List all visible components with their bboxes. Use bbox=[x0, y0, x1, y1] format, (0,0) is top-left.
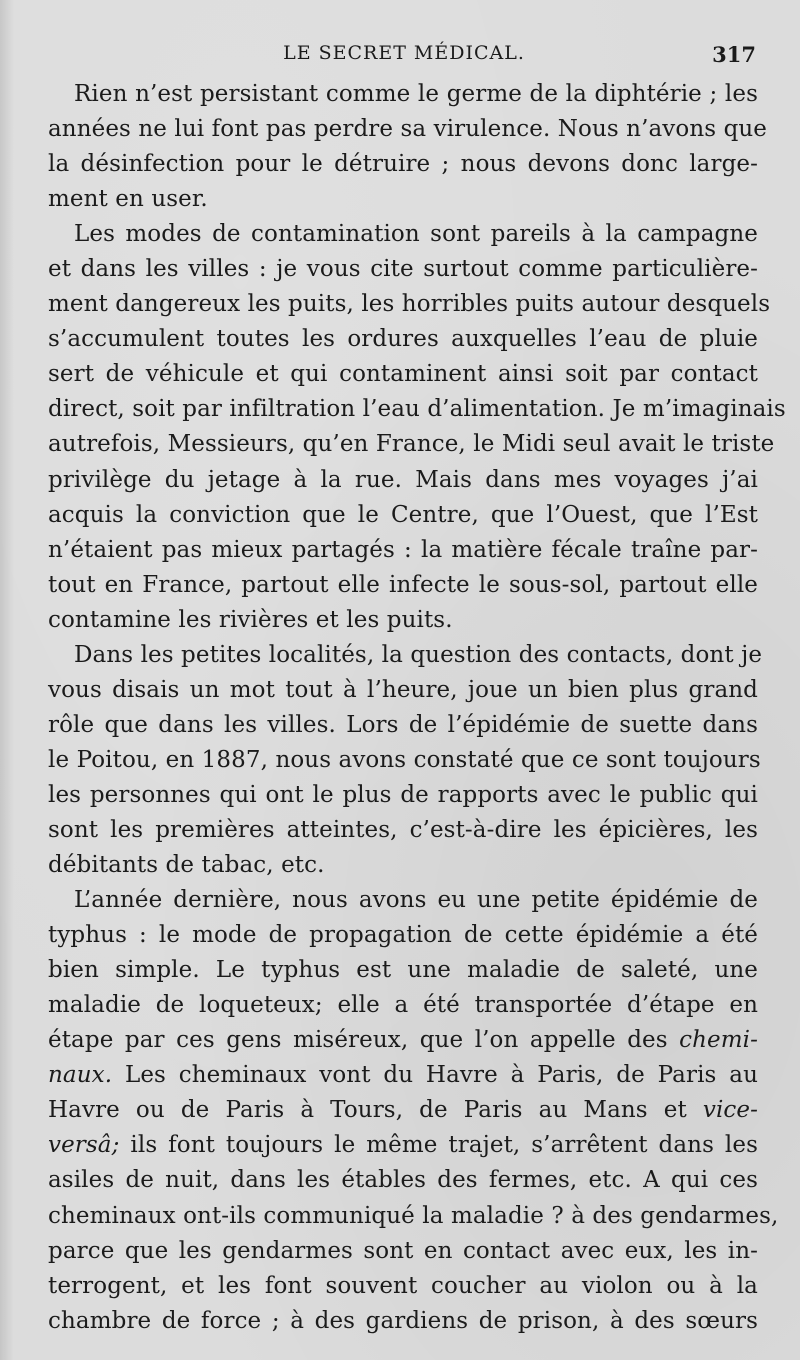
text-line bbox=[48, 1128, 758, 1163]
text-line: rôle que dans les villes. Lors de l’épidémie de suette dans bbox=[48, 711, 758, 738]
text-line: ment en user. bbox=[48, 186, 208, 213]
italic-text-segment: versâ; bbox=[48, 1132, 120, 1159]
text-line: Dans les petites localités, la question des contacts, dont je bbox=[74, 641, 763, 668]
text-line: Rien n’est persistant comme le germe de la diphtérie ; les bbox=[74, 81, 758, 107]
text-line: le Poitou, en 1887, nous avons constaté que ce sont toujours bbox=[48, 746, 761, 773]
text-line: la désinfection pour le détruire ; nous devons donc large- bbox=[48, 151, 758, 178]
text-segment: Havre ou de Paris à Tours, de Paris au Mans et bbox=[48, 1097, 703, 1124]
text-line: les personnes qui ont le plus de rapports avec le public qui bbox=[48, 781, 758, 808]
text-segment: Les cheminaux vont du Havre à Paris, de Paris au bbox=[112, 1062, 758, 1089]
text-line: sont les premières atteintes, c’est-à-dire les épicières, les bbox=[48, 816, 758, 843]
text-line: ment dangereux les puits, les horribles puits autour desquels bbox=[48, 291, 771, 318]
italic-text-segment: naux. bbox=[48, 1062, 113, 1089]
text-line: Les modes de contamination sont pareils à la campagne bbox=[74, 221, 758, 248]
text-line: parce que les gendarmes sont en contact avec eux, les in- bbox=[48, 1237, 758, 1264]
text-line: acquis la conviction que le Centre, que l’Ouest, que l’Est bbox=[48, 501, 758, 528]
italic-text-segment: chemi- bbox=[679, 1027, 758, 1054]
text-line: vous disais un mot tout à l’heure, joue un bien plus grand bbox=[48, 676, 758, 703]
text-line: terrogent, et les font souvent coucher au violon ou à la bbox=[48, 1272, 758, 1299]
text-line: débitants de tabac, etc. bbox=[48, 852, 325, 879]
text-line bbox=[48, 1093, 758, 1128]
text-line: bien simple. Le typhus est une maladie de saleté, une bbox=[48, 957, 758, 984]
text-line: et dans les villes : je vous cite surtout comme particulière- bbox=[48, 256, 758, 283]
text-line: autrefois, Messieurs, qu’en France, le Midi seul avait le triste bbox=[48, 431, 775, 458]
text-line: contamine les rivières et les puits. bbox=[48, 606, 453, 633]
text-segment: ils font toujours le même trajet, s’arrêtent dans les bbox=[119, 1132, 758, 1159]
text-line: n’étaient pas mieux partagés : la matière fécale traîne par- bbox=[48, 536, 758, 563]
text-line: chambre de force ; à des gardiens de prison, à des sœurs bbox=[48, 1307, 758, 1334]
running-title: LE SECRET MÉDICAL. bbox=[283, 42, 525, 64]
text-line: s’accumulent toutes les ordures auxquelles l’eau de pluie bbox=[48, 326, 758, 353]
page-number: 317 bbox=[712, 42, 756, 67]
running-header bbox=[48, 42, 760, 72]
page-shadow-edge bbox=[0, 0, 14, 1360]
text-line bbox=[48, 1058, 758, 1093]
text-line: sert de véhicule et qui contaminent ainsi soit par contact bbox=[48, 361, 758, 388]
text-line bbox=[48, 1023, 758, 1058]
text-line: années ne lui font pas perdre sa virulence. Nous n’avons que bbox=[48, 116, 768, 143]
italic-text-segment: vice- bbox=[702, 1097, 758, 1124]
text-line: asiles de nuit, dans les étables des fermes, etc. A qui ces bbox=[48, 1167, 758, 1194]
text-line: direct, soit par infiltration l’eau d’alimentation. Je m’imaginais bbox=[48, 396, 786, 423]
text-line: L’année dernière, nous avons eu une petite épidémie de bbox=[74, 887, 758, 914]
text-line: privilège du jetage à la rue. Mais dans mes voyages j’ai bbox=[48, 466, 758, 493]
body-text bbox=[48, 77, 786, 1339]
text-line: cheminaux ont-ils communiqué la maladie ? à des gendarmes, bbox=[48, 1202, 779, 1229]
text-line: maladie de loqueteux; elle a été transportée d’étape en bbox=[48, 992, 758, 1019]
text-line: typhus : le mode de propagation de cette épidémie a été bbox=[48, 922, 758, 949]
text-segment: étape par ces gens miséreux, que l’on appelle des bbox=[48, 1027, 680, 1054]
text-line: tout en France, partout elle infecte le sous-sol, partout elle bbox=[48, 571, 758, 598]
